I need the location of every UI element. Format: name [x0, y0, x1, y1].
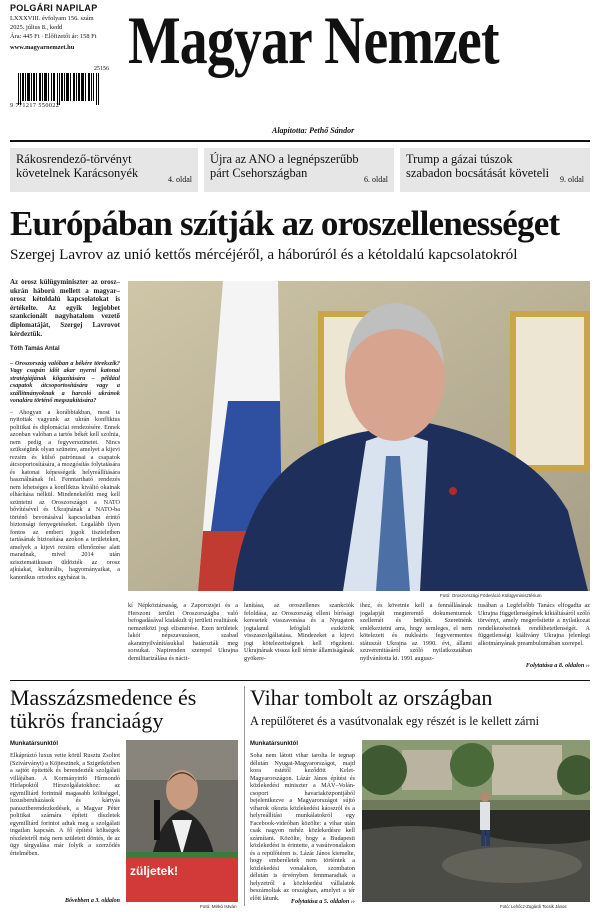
- masthead: Magyar Nemzet: [128, 2, 499, 78]
- left-photo-sign: züljetek!: [130, 864, 179, 878]
- header-rule: [10, 140, 590, 142]
- lead-headline: Európában szítják az oroszellenességet: [10, 204, 560, 243]
- right-column-1: Soha nem látott vihar tarolta le tegnap délután Nyugat-Magyarországot, majd kora estétől keződött Kelet-Magyarországon. Lázár János építési és közlekedési miniszter a MÁV–Volán-csoport havariaközpontjából bejelentkezve a Magyarországot sújtó viharok okozta közlekedési káoszról és a helyreállítási munkálatokról egy Facebook-videóban közölte: a vihar után csak nagyon nehéz közlekedésre kell számítani. Közölte, hogy a Budapesti közlekedést is érintette, a vasútvonalakon és a repülőtéren is. Lázár János kiemelte, hogy emberéletek nem történtek a közlekedési vonalakon, szombaton délután is érvényben fennmaradtak a helyzetről a közlekedési vállalatok beszámoltak az országban, amelyet a tér előtt látunk.: [250, 752, 355, 900]
- right-photo-credit: Fotó: Lehőcz-Zugárdi Tocsik János: [500, 904, 567, 909]
- left-continued[interactable]: Bővebben a 3. oldalon: [65, 898, 120, 904]
- founder-line: Alapította: Pethő Sándor: [272, 126, 355, 135]
- right-subhead: A repülőteret és a vasútvonalak egy részét is le kellett zárni: [250, 714, 540, 728]
- teaser-2-page: 6. oldal: [364, 175, 388, 184]
- volume-line: LXXXVIII. évfolyam 156. szám: [10, 15, 94, 22]
- right-byline: Munkatársunktól: [250, 741, 299, 747]
- lead-question: – Oroszország valóban a békére törekszik? Vagy csupán időt akar nyerni katonai stratégiájának kiigazítására – például csapatok átcsoportosítására vagy a szállítmányoknak a harcoló ukránok vonalára történő megszakítására?: [10, 359, 120, 405]
- right-headline: Vihar tombolt az országban: [250, 685, 493, 710]
- right-photo: [362, 740, 590, 902]
- date-line: 2025. július 8., kedd: [10, 24, 63, 31]
- right-continued[interactable]: Folytatása a 5. oldalon ››: [290, 898, 355, 905]
- barcode: [10, 67, 110, 112]
- barcode-icon: [18, 73, 102, 105]
- lead-column-2: kí Népköztársaság, a Zaporozsjei és a Herszoni terület Oroszországba való befogadásával kialakult új területi realitások nemzetközi jogi elismerése. Ezen területek lakói népszavazáson, szabad akaratnyilvánításukkal határozták meg sorsukat. Napirenden szerepel Ukrajna demilitarizálása és nácit-: [128, 602, 238, 662]
- lead-byline: Tóth Tamás Antal: [10, 346, 60, 353]
- teaser-1[interactable]: [10, 148, 198, 192]
- left-headline: Masszázsmedence és tükrös franciaágy: [10, 685, 197, 733]
- teaser-2-title: Újra az ANO a legnépszerűbb párt Csehországban: [210, 152, 359, 180]
- lavrov-portrait-icon: [128, 281, 590, 591]
- teaser-2[interactable]: [204, 148, 394, 192]
- price-line: Ára: 445 Ft · Előfizetői ár: 158 Ft: [10, 33, 97, 40]
- teaser-1-title: Rákosrendező-törvényt követelnek Karácsonyék: [16, 152, 139, 180]
- left-byline: Munkatársunktól: [10, 741, 59, 747]
- teaser-1-page: 4. oldal: [168, 175, 192, 184]
- section-rule: [10, 680, 590, 681]
- website[interactable]: www.magyarnemzet.hu: [10, 44, 75, 51]
- issue-code: 25156: [94, 66, 109, 72]
- barcode-digits: 9 771217 550022: [10, 102, 60, 109]
- column-divider: [244, 686, 245, 906]
- lead-subhead: Szergej Lavrov az unió kettős mércéjéről, a háborúról és a kétoldalú kapcsolatokról: [10, 246, 518, 263]
- flooded-street-icon: [362, 740, 590, 902]
- lead-photo-credit: Fotó: Oroszországi Föderáció Külügyminisztérium: [440, 593, 542, 598]
- lead-col1-body: – Ahogyan a korábbiakban, most is nyitottak vagyunk az ukrán konfliktus politikai és diplomáciai rendezésére. Ennek azonban valóban a tartós békét kell szolnia, nem pedig a fegyverszünetet. Nincs szükségünk olyan szünetre, amelyet a kijevi rezsim és külső patrónusai a csapatok átcsoportosítására, a mozgósítás folytatására és katonai képességeik helyreállítására használnának fel. Fenntartható rendezés nem lehetséges a konfliktus kiváltó okainak elhárítása nélkül. Mindenekelőtt meg kell szüntetni az Oroszországot a NATO bővítésével és Ukrajnának a NATO-ba történő bevonásával kapcsolatban érintő biztonsági fenyegetéseket. Legalább ilyen fontos az emberi jogok tiszteletben tartásának biztosítása azokon a területeken, amelyek a kijevi rezsim ellenőrzése alatt maradnak, mivel 2014 után szisztematikusan üldözték az orosz ajkúakat, kulturális, hagyományaikat, a kanonikus ortodox egyházat is.: [10, 408, 120, 581]
- lead-photo: [128, 281, 590, 591]
- lead-column-1: [10, 278, 120, 696]
- left-body: Elkápráztó luxus vette körül Rusztu Zsoltot (Szivárványt) a Köjtesztnek, a Szigetközben a sajtót építették és berendezték szolgálati villájában. A Kormányinfó Hírmondó Hírlapoktól Hírszolgálatokhoz: az egymilliárd forintnál magasabb költséggel, luxusberuházások és kártyás parasztberendezkedések, a Magyar Péter politikai számára épített díszletek egymilliárd forintot adtak meg a szolgálati ingatlan kapcsán. A fő építési költségek részleteiről még nem született döntés, de az ügy tárgyalása már folyik a szerződés értelmében.: [10, 752, 120, 857]
- lead-column-5: tusában a Legfelsőbb Tanács elfogadta az Ukrajna függetlenségének kikiáltásáról szóló törvényt, amely megerősítette a nyilatkozat rendelkezéseinek rendíthetetlenségét. A függetlenségi kiáltvány Ukrajna jelenlegi alkotmányának preambulumában szerepel.: [478, 602, 590, 647]
- teaser-3[interactable]: [400, 148, 590, 192]
- kicker: POLGÁRI NAPILAP: [10, 3, 98, 13]
- lead-intro: Az orosz külügyminiszter az orosz–ukrán háború mellett a magyar–orosz kétoldalú kapcsolatokat is értékelte. Az egyik legjobbet szankcionált nagyhatalom vezető diplomatáját, Szergej Lavrovot kérdeztük.: [10, 278, 120, 338]
- lead-column-3: lanítása, az oroszellenes szankciók feloldása, az Oroszország elleni bírósági keresetek visszavonása és a Nyugaton jogtalanul lefoglalt eszközök visszaszolgáltatása. Mindezeket a kijevi jogi kötelezettségnek kell rögzíteni. Ukrajnának vissza kell térnie államiságának gyökere-: [244, 602, 354, 662]
- teaser-3-title: Trump a gázai túszok szabadon bocsátását követeli: [406, 152, 550, 180]
- left-photo: [126, 740, 238, 902]
- lead-continued[interactable]: Folytatása a 8. oldalon ››: [525, 662, 590, 669]
- lead-column-4: ihez, és követnie kell a fennállásának jogalapját megteremtő dokumentumok szellemét és betűjét. Szeretnénk emlékeztetni arra, hogy semleges, el nem kötelezett és nukleáris fegyvermentes státuszát Ukrajna az 1990. évi, állami szuverenitásáról szóló nyilatkozatában nyilvánította ki. 1991 augusz-: [360, 602, 472, 662]
- left-photo-credit: Fotó: Mirkó István: [200, 904, 237, 909]
- teaser-3-page: 9. oldal: [560, 175, 584, 184]
